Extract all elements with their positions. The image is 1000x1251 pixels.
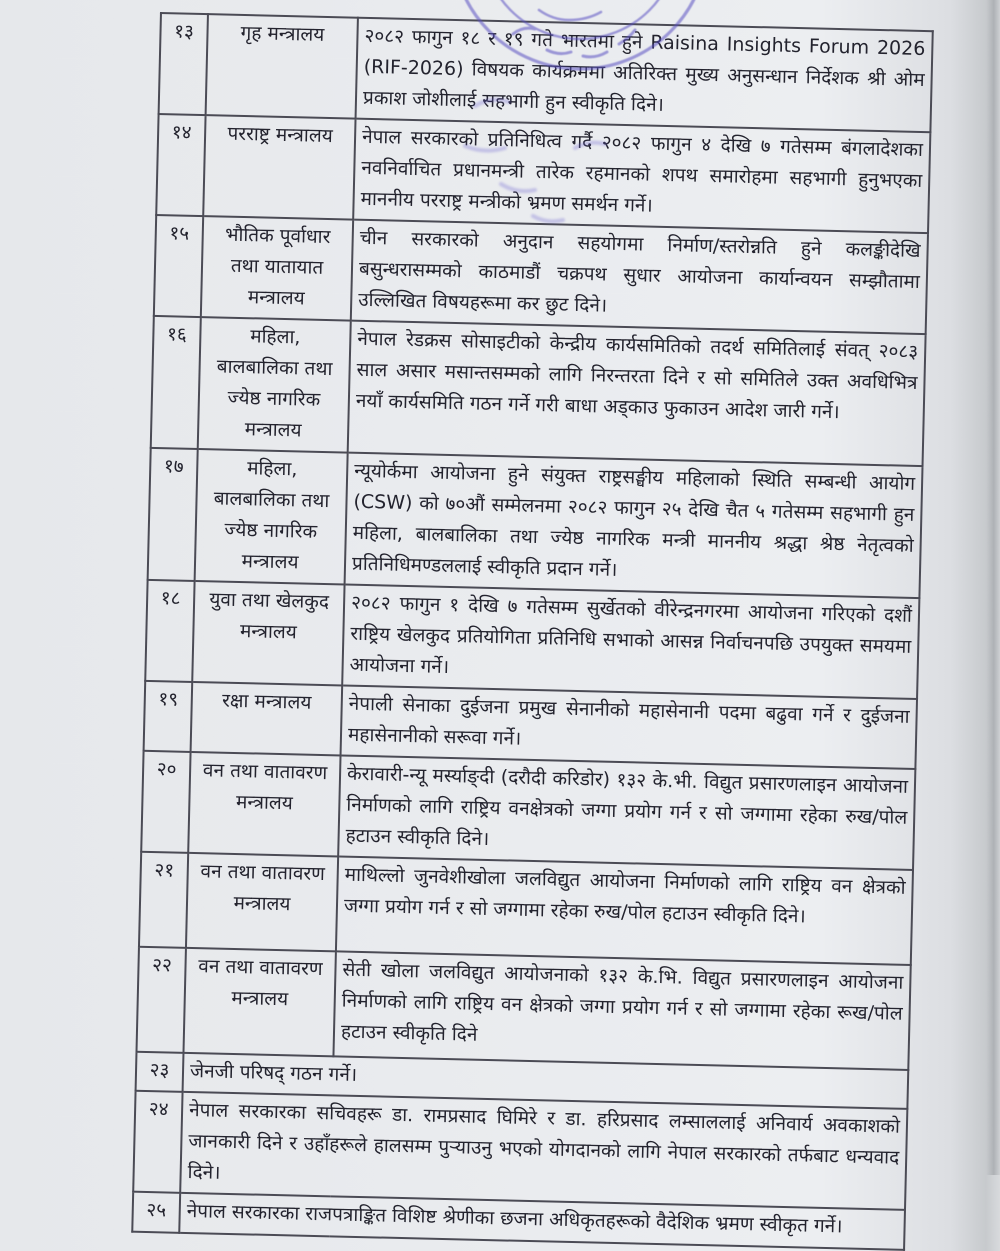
decision-cell: २०८२ फागुन १८ र १९ गते भारतमा हुने Raisina Insights Forum 2026 (RIF-2026) विषयक कार्यक्रममा अतिरिक्त मुख्य अनुसन्धान निर्देशक श्री ओम प्रकाश जोशीलाई सहभागी हुन स्वीकृति दिने।: [356, 18, 933, 133]
row-number-cell: २४: [133, 1091, 182, 1193]
table-row: [133, 1091, 907, 1210]
ministry-cell: वन तथा वातावरण मन्त्रालय: [183, 948, 335, 1057]
table-row: [159, 13, 933, 132]
row-number-cell: १६: [151, 316, 201, 449]
row-number-cell: १३: [159, 13, 208, 115]
ministry-cell: वन तथा वातावरण मन्त्रालय: [188, 752, 340, 857]
row-number-cell: १८: [145, 580, 194, 682]
decision-cell: चीन सरकारको अनुदान सहयोगमा निर्माण/स्तरोन्नति हुने कलङ्कीदेखि बसुन्धरासम्मको काठमाडौं चक्रपथ सुधार आयोजना कार्यान्वयन सम्झौतामा उल्लिखित विषयहरूमा कर छुट दिने।: [351, 220, 928, 335]
ministry-cell: युवा तथा खेलकुद मन्त्रालय: [192, 581, 344, 686]
decision-cell: नेपाल रेडक्रस सोसाइटीको केन्द्रीय कार्यसमितिको तदर्थ समितिलाई संवत् २०८३ साल असार मसान्तसम्मको लागि निरन्तरता दिने र सो समितिले उक्त अवधिभित्र नयाँ कार्यसमिति गठन गर्ने गरी बाधा अड्काउ फुकाउन आदेश जारी गर्ने।: [348, 321, 926, 467]
decision-cell: केरावारी-न्यू मर्स्याङ्दी (दरौदी करिडोर) १३२ के.भी. विद्युत प्रसारणलाइन आयोजना निर्माणको लागि राष्ट्रिय वनक्षेत्रको जग्गा प्रयोग गर्न र सो जग्गामा रहेका रुख/पोल हटाउन स्वीकृति दिने।: [338, 755, 915, 870]
decision-cell: जेनजी परिषद् गठन गर्ने।: [183, 1053, 909, 1109]
decision-cell: सेती खोला जलविद्युत आयोजनाको १३२ के.भि. विद्युत प्रसारणलाइन आयोजना निर्माणको लागि राष्ट्रिय वन क्षेत्रको जग्गा प्रयोग गर्न र सो जग्गामा रहेका रूख/पोल हटाउन स्वीकृति दिने: [333, 951, 910, 1070]
table-row: [141, 751, 915, 870]
table-row: [154, 215, 928, 334]
row-number-cell: १७: [148, 448, 198, 581]
ministry-cell: भौतिक पूर्वाधार तथा यातायात मन्त्रालय: [201, 216, 353, 321]
ministry-cell: वन तथा वातावरण मन्त्रालय: [186, 853, 338, 952]
decision-cell: नेपाल सरकारका राजपत्राङ्कित विशिष्ट श्रेणीका छजना अधिकृतहरूको वैदेशिक भ्रमण स्वीकृत गर्ने।: [179, 1193, 905, 1250]
ministry-cell: महिला, बालबालिका तथा ज्येष्ठ नागरिक मन्त्रालय: [198, 317, 351, 452]
table-row: [148, 448, 923, 598]
row-number-cell: २०: [141, 751, 190, 853]
ministry-cell: रक्षा मन्त्रालय: [191, 682, 343, 756]
ministry-cell: परराष्ट्र मन्त्रालय: [203, 115, 355, 220]
ministry-cell: गृह मन्त्रालय: [206, 14, 358, 119]
decision-cell: न्यूयोर्कमा आयोजना हुने संयुक्त राष्ट्रसङ्घीय महिलाको स्थिति सम्बन्धी आयोग (CSW) को ७०औं सम्मेलनमा २०८२ फागुन २५ देखि चैत ५ गतेसम्म सहभागी हुन महिला, बालबालिका तथा ज्येष्ठ नागरिक मन्त्री माननीय श्रद्धा श्रेष्ठ नेतृत्वको प्रतिनिधिमण्डललाई स्वीकृति प्रदान गर्ने।: [345, 453, 923, 599]
table-row: [136, 947, 910, 1070]
table-row: [145, 580, 919, 699]
row-number-cell: १४: [156, 114, 205, 216]
row-number-cell: २५: [132, 1192, 180, 1233]
ministry-cell: महिला, बालबालिका तथा ज्येष्ठ नागरिक मन्त्रालय: [195, 449, 348, 584]
table-row: [151, 316, 926, 466]
row-number-cell: १५: [154, 215, 203, 317]
row-number-cell: १९: [144, 681, 193, 752]
row-number-cell: २३: [136, 1052, 184, 1092]
decision-cell: माथिल्लो जुनवेशीखोला जलविद्युत आयोजना निर्माणको लागि राष्ट्रिय वन क्षेत्रको जग्गा प्रयोग गर्न र सो जग्गामा रहेका रुख/पोल हटाउन स्वीकृति दिने।: [336, 856, 913, 965]
page-edge-shadow: [986, 0, 1000, 1175]
decision-cell: नेपाली सेनाका दुईजना प्रमुख सेनानीको महासेनानी पदमा बढुवा गर्ने र दुईजना महासेनानीको सरूवा गर्ने।: [341, 685, 917, 769]
decisions-table: [131, 12, 934, 1251]
table-row: [156, 114, 930, 233]
decisions-table-wrapper: [131, 12, 934, 1251]
row-number-cell: २२: [136, 947, 185, 1053]
decision-cell: नेपाल सरकारको प्रतिनिधित्व गर्दै २०८२ फागुन ४ देखि ७ गतेसम्म बंगलादेशका नवनिर्वाचित प्रधानमन्त्री तारेक रहमानको शपथ समारोहमा सहभागी हुनुभएका माननीय परराष्ट्र मन्त्रीको भ्रमण समर्थन गर्ने।: [353, 119, 930, 234]
decision-cell: २०८२ फागुन १ देखि ७ गतेसम्म सुर्खेतको वीरेन्द्रनगरमा आयोजना गरिएको दशौं राष्ट्रिय खेलकुद प्रतियोगिता प्रतिनिधि सभाको आसन्न निर्वाचनपछि उपयुक्त समयमा आयोजना गर्ने।: [342, 585, 919, 700]
table-row: [139, 852, 913, 965]
decision-cell: नेपाल सरकारका सचिवहरू डा. रामप्रसाद घिमिरे र डा. हरिप्रसाद लम्साललाई अनिवार्य अवकाशको जानकारी दिने र उहाँहरूले हालसम्म पुऱ्याउनु भएको योगदानको लागि नेपाल सरकारको तर्फबाट धन्यवाद दिने।: [180, 1092, 907, 1210]
row-number-cell: २१: [139, 852, 188, 948]
